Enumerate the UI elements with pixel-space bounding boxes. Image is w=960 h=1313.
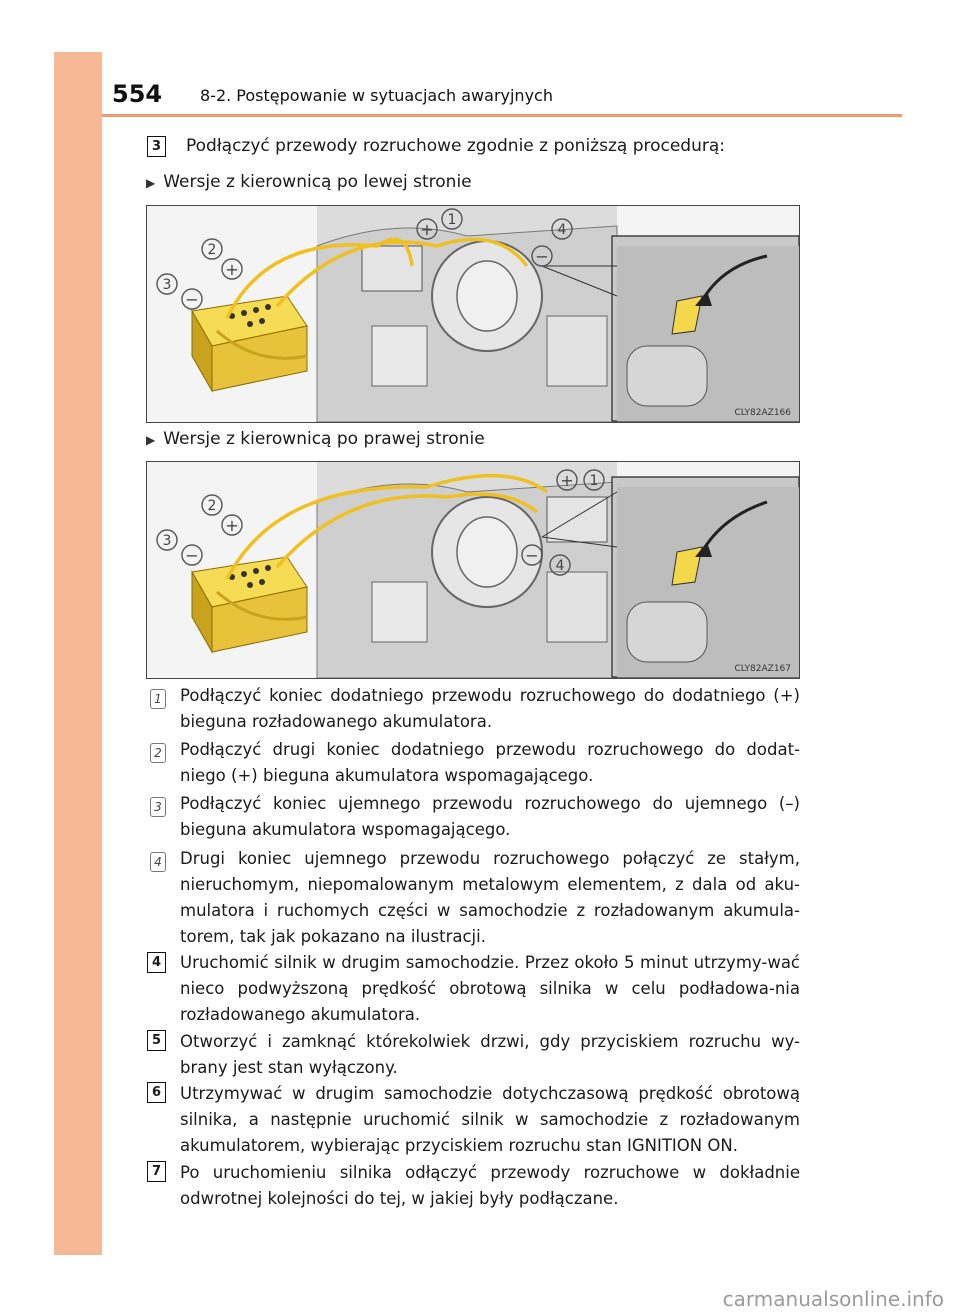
callout-3: 3 — [162, 533, 172, 549]
callout-3: 3 — [162, 277, 172, 293]
figure-lhd — [146, 205, 800, 423]
substep-text-1: Podłączyć koniec dodatniego przewodu rozruchowego do dodatniego (+) bieguna rozładowanego akumulatora. — [180, 686, 800, 731]
minus-symbol: − — [535, 247, 549, 266]
header-rule — [102, 114, 902, 117]
substep-number-4: 4 — [150, 852, 166, 872]
callout-1: 1 — [589, 473, 599, 489]
plus-symbol: + — [225, 516, 239, 535]
callout-2: 2 — [207, 242, 217, 258]
substep-text-4: Drugi koniec ujemnego przewodu rozruchowego połączyć ze stałym, nieruchomym, niepomalowanym metalowym elementem, z dala od aku-mulatora i ruchomych części w samochodzie z rozładowanym akumula-torem, tak jak pokazano na ilustracji. — [180, 849, 800, 946]
step-number-4: 4 — [147, 952, 166, 973]
minus-symbol: − — [185, 290, 199, 309]
watermark: carmanualsonline.info — [722, 1287, 944, 1311]
engine-illustration-rhd — [147, 462, 799, 678]
step-6-text: Utrzymywać w drugim samochodzie dotychczasową prędkość obrotową silnika, a następnie uruchomić silnik w samochodzie z rozładowanym akumulatorem, wybierając przyciskiem rozruchu stan IGNITION ON. — [180, 1084, 800, 1155]
callout-1: 1 — [447, 212, 457, 228]
variant-label-rhd: ▶ Wersje z kierownicą po prawej stronie — [146, 429, 485, 449]
triangle-bullet-icon: ▶ — [146, 433, 156, 447]
step-4-text: Uruchomić silnik w drugim samochodzie. Przez około 5 minut utrzymy-wać nieco podwyższoną prędkość obrotową silnika w celu podładowa-nia rozładowanego akumulatora. — [180, 953, 800, 1024]
plus-symbol: + — [225, 260, 239, 279]
figure-code: CLY82AZ166 — [734, 408, 791, 418]
callout-4: 4 — [555, 558, 565, 574]
engine-illustration-lhd — [147, 206, 799, 422]
substep-text-3: Podłączyć koniec ujemnego przewodu rozruchowego do ujemnego (–) bieguna akumulatora wspomagającego. — [180, 794, 800, 839]
callout-2: 2 — [207, 498, 217, 514]
plus-symbol: + — [420, 220, 434, 239]
step-5-text: Otworzyć i zamknąć którekolwiek drzwi, gdy przyciskiem rozruchu wy-brany jest stan wyłączony. — [180, 1032, 800, 1077]
page-number: 554 — [112, 80, 163, 108]
substep-number-3: 3 — [150, 797, 166, 817]
step-7-text: Po uruchomieniu silnika odłączyć przewody rozruchowe w dokładnie odwrotnej kolejności do tej, w jakiej były podłączane. — [180, 1163, 800, 1208]
substep-number-2: 2 — [150, 743, 166, 763]
substep-text-2: Podłączyć drugi koniec dodatniego przewodu rozruchowego do dodat-niego (+) bieguna akumulatora wspomagającego. — [180, 740, 800, 785]
step-3-text: Podłączyć przewody rozruchowe zgodnie z poniższą procedurą: — [186, 136, 726, 156]
side-tab-band — [54, 52, 102, 1255]
step-number-5: 5 — [147, 1030, 166, 1051]
minus-symbol: − — [185, 546, 199, 565]
step-number-3: 3 — [147, 136, 166, 157]
section-title: 8-2. Postępowanie w sytuacjach awaryjnych — [200, 86, 553, 105]
figure-code: CLY82AZ167 — [734, 664, 791, 674]
plus-symbol: + — [560, 471, 574, 490]
figure-rhd — [146, 461, 800, 679]
minus-symbol: − — [525, 546, 539, 565]
step-number-6: 6 — [147, 1082, 166, 1103]
variant-label-lhd: ▶ Wersje z kierownicą po lewej stronie — [146, 172, 472, 192]
step-number-7: 7 — [147, 1161, 166, 1182]
substep-number-1: 1 — [150, 689, 166, 709]
callout-4: 4 — [557, 222, 567, 238]
triangle-bullet-icon: ▶ — [146, 176, 156, 190]
